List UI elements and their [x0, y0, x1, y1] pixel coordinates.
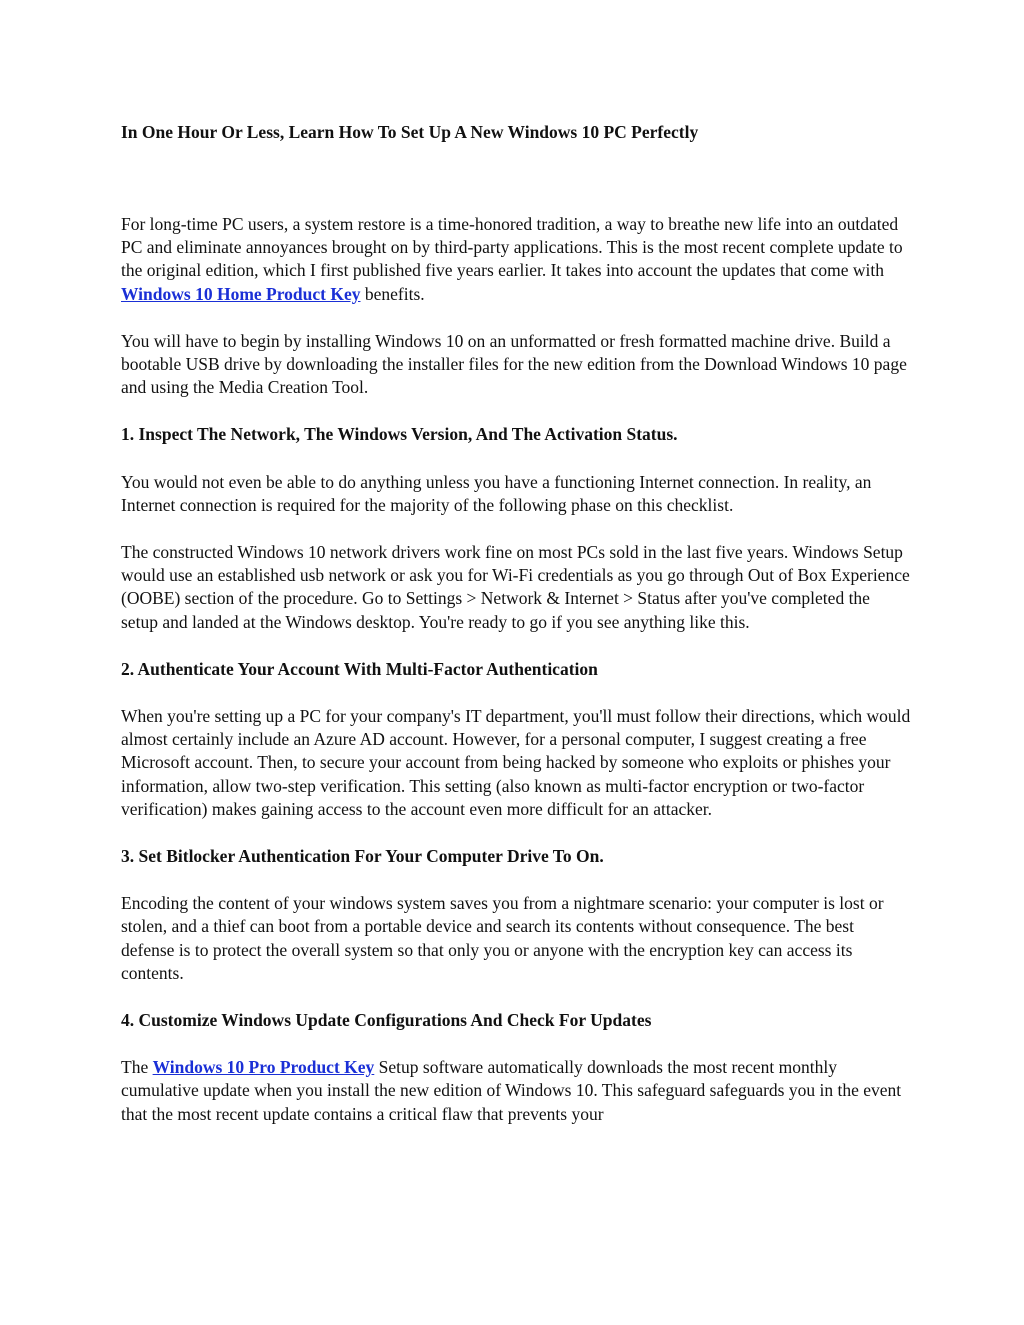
document-body: [121, 213, 911, 1150]
paragraph-account: When you're setting up a PC for your company's IT department, you'll must follow their directions, which would almost certainly include an Azure AD account. However, for a personal computer, I suggest creating a free Microsoft account. Then, to secure your account from being hacked by someone who exploits or phishes your information, allow two-step verification. This setting (also known as multi-factor encryption or two-factor verification) makes gaining access to the account even more difficult for an attacker.: [121, 706, 911, 819]
paragraph-internet: You would not even be able to do anything unless you have a functioning Internet connection. In reality, an Internet connection is required for the majority of the following phase on this checklist.: [121, 471, 872, 515]
paragraph-text: Setup software automatically downloads the most recent monthly cumulative update when you install the new edition of Windows 10. This safeguard safeguards you in the event that the most recent update contains a critical flaw that prevents your: [121, 1057, 902, 1124]
paragraph-text: benefits.: [360, 283, 425, 304]
heading-network: 1. Inspect The Network, The Windows Version, And The Activation Status.: [121, 424, 678, 445]
paragraph-setup: [121, 1056, 911, 1126]
heading-bitlocker: 3. Set Bitlocker Authentication For Your Computer Drive To On.: [121, 846, 604, 867]
heading-authentication: 2. Authenticate Your Account With Multi-Factor Authentication: [121, 658, 598, 679]
paragraph-install: You will have to begin by installing Windows 10 on an unformatted or fresh formatted machine drive. Build a bootable USB drive by downloading the installer files for the new edition from the Download Windows 10 page and using the Media Creation Tool.: [121, 330, 907, 398]
paragraph-drivers: The constructed Windows 10 network drivers work fine on most PCs sold in the last five years. Windows Setup would use an established usb network or ask you for Wi-Fi credentials as you go through Out of Box Experience (OOBE) section of the procedure. Go to Settings > Network & Internet > Status after you've completed the setup and landed at the Windows desktop. You're ready to go if you see anything like this.: [121, 542, 910, 632]
windows-10-pro-product-key-link[interactable]: Windows 10 Pro Product Key: [152, 1057, 375, 1078]
paragraph-intro: [121, 213, 911, 306]
paragraph-text: For long-time PC users, a system restore is a time-honored tradition, a way to breathe new life into an outdated PC and eliminate annoyances brought on by third-party applications. This is the most recent complete update to the original edition, which I first published five years earlier. It takes into account the updates that come with: [121, 214, 903, 281]
heading-windows-update: 4. Customize Windows Update Configurations And Check For Updates: [121, 1010, 652, 1031]
document-title: In One Hour Or Less, Learn How To Set Up A New Windows 10 PC Perfectly: [121, 122, 699, 142]
paragraph-encoding: Encoding the content of your windows system saves you from a nightmare scenario: your computer is lost or stolen, and a thief can boot from a portable device and search its contents without consequence. The best defense is to protect the overall system so that only you or anyone with the encryption key can access its contents.: [121, 893, 884, 983]
windows-10-home-product-key-link[interactable]: Windows 10 Home Product Key: [121, 283, 361, 304]
paragraph-text: The: [121, 1057, 153, 1078]
